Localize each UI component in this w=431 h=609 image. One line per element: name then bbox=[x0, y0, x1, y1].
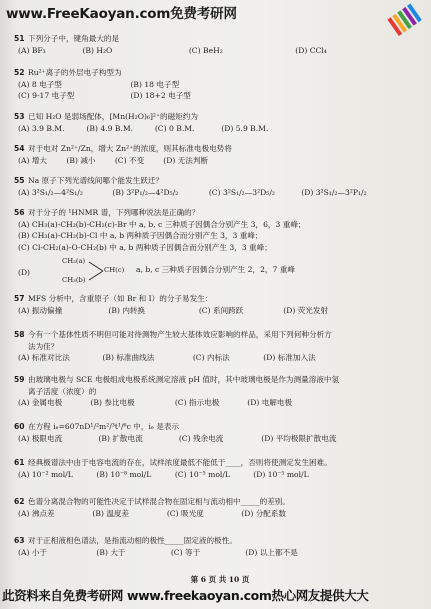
option-c[interactable]: (C) 不变 bbox=[114, 155, 145, 165]
question-text: Na 原子下列光谱线间哪个能发生跃迁？ bbox=[28, 176, 164, 185]
option-b[interactable]: (B) 减小 bbox=[66, 155, 96, 165]
option-c[interactable]: (C) 内标法 bbox=[192, 353, 230, 362]
option-a[interactable]: (A) 增大 bbox=[18, 155, 48, 165]
question-text: 对于正相液相色谱法，是指流动相的极性_____固定液的极性。 bbox=[28, 536, 237, 545]
question-text: 由玻璃电极与 SCE 电极组成电极系统测定溶液 pH 值时，其中玻璃电极是作为测量溶液中氢 bbox=[28, 375, 340, 384]
question-62 bbox=[14, 497, 290, 520]
option-d[interactable]: (D) 荧光发射 bbox=[283, 305, 329, 315]
option-d[interactable]: (D) 3²S₁/₂—3²P₁/₂ bbox=[301, 187, 367, 197]
option-d[interactable]: (D) 平均极限扩散电流 bbox=[261, 433, 337, 443]
option-a[interactable]: (A) 金属电极 bbox=[18, 398, 63, 407]
option-d-text: a, b, c 三种质子因偶合分别产生 2，2，7 重峰 bbox=[136, 265, 295, 274]
option-b[interactable]: (B) 标准曲线法 bbox=[102, 353, 155, 362]
question-55 bbox=[14, 176, 367, 199]
option-a[interactable]: (A) 振动偏撞 bbox=[18, 305, 63, 315]
question-text: 对于分子的 ¹HNMR 谱，下列哪种说法是正确的？ bbox=[28, 208, 200, 217]
option-a[interactable]: (A) 沸点差 bbox=[18, 508, 55, 518]
question-text: 经典极谱法中由于电容电流的存在，试样浓度最低不能低于____，否则将使测定发生困难。 bbox=[28, 458, 332, 467]
question-text: 在方程 iₑ=607nD¹/²m²/³t¹/⁶c 中，iₑ 是表示 bbox=[28, 422, 180, 431]
question-63 bbox=[14, 536, 298, 559]
question-58 bbox=[14, 330, 332, 365]
option-a[interactable]: (A) 小于 bbox=[18, 547, 48, 557]
option-b[interactable]: (B) 18 电子型 bbox=[130, 79, 180, 89]
option-c[interactable]: (C) 系间跨跃 bbox=[198, 305, 244, 315]
question-number: 57 bbox=[14, 294, 25, 303]
question-54 bbox=[14, 144, 232, 167]
option-d[interactable]: (D) 标准加入法 bbox=[263, 353, 316, 362]
question-text-cont: 离子活度（浓度）的 bbox=[28, 386, 97, 396]
question-number: 54 bbox=[14, 144, 25, 153]
option-c[interactable]: (C) BeH₂ bbox=[188, 45, 223, 55]
struct-right-label: CH(c) bbox=[104, 266, 125, 274]
option-c[interactable]: (C) 吸光度 bbox=[166, 508, 204, 518]
option-b[interactable]: (B) CH₃(a)-CH₂(b)-Cl 中 a, b 两种质子因偶合而分别产生 3，3 重峰； bbox=[18, 231, 263, 240]
option-d[interactable]: (D) 10⁻⁵ mol/L bbox=[253, 469, 309, 479]
question-number: 55 bbox=[14, 176, 25, 185]
question-number: 59 bbox=[14, 375, 25, 384]
option-b[interactable]: (B) 参比电极 bbox=[90, 398, 135, 407]
option-a[interactable]: (A) 极限电流 bbox=[18, 433, 63, 443]
option-b[interactable]: (B) 扩散电流 bbox=[98, 433, 143, 443]
question-60 bbox=[14, 422, 336, 445]
option-d[interactable]: (D) 分配系数 bbox=[241, 508, 287, 518]
question-57 bbox=[14, 294, 328, 317]
option-d[interactable]: (D) CCl₄ bbox=[295, 45, 327, 55]
option-a[interactable]: (A) 标准对比法 bbox=[18, 353, 70, 362]
option-c[interactable]: (C) Cl-CH₂(a)-O-CH₂(b) 中 a, b 两种质子因偶合而分别产生 3，3 重峰； bbox=[18, 242, 272, 252]
question-text-cont: 法为佳？ bbox=[28, 341, 59, 351]
question-text: 对于电对 Zn²⁺/Zn，增大 Zn²⁺的浓度，则其标准电极电势将 bbox=[28, 144, 232, 153]
question-61 bbox=[14, 458, 332, 481]
option-d[interactable]: (D) 5.9 B.M. bbox=[221, 123, 269, 133]
option-c[interactable]: (C) 指示电极 bbox=[174, 398, 220, 407]
question-51 bbox=[14, 34, 327, 57]
option-c[interactable]: (C) 3²S₁/₂—3²D₅/₂ bbox=[208, 187, 275, 197]
watermark-header: www.FreeKaoyan.com免费考研网 bbox=[6, 6, 237, 22]
question-number: 52 bbox=[14, 68, 25, 77]
option-b[interactable]: (B) 10⁻⁸ mol/L bbox=[96, 469, 152, 479]
question-number: 61 bbox=[14, 458, 25, 467]
option-a[interactable]: (A) 8 电子型 bbox=[18, 79, 62, 89]
struct-top-label: CH₃(a) bbox=[62, 257, 86, 265]
question-number: 51 bbox=[14, 34, 25, 43]
option-b[interactable]: (B) 4.9 B.M. bbox=[86, 123, 134, 133]
question-text: 下列分子中，键角最大的是 bbox=[28, 34, 120, 43]
question-number: 56 bbox=[14, 208, 25, 217]
option-d-label: (D) bbox=[18, 268, 31, 277]
option-b[interactable]: (B) H₂O bbox=[82, 45, 113, 55]
question-text: Ru²⁺离子的外层电子构型为 bbox=[28, 68, 122, 77]
question-52 bbox=[14, 68, 191, 103]
option-a[interactable]: (A) CH₃(a)-CH₂(b)-CH₂(c)-Br 中 a, b, c 三种质子因偶合分别产生 3，6，3 重峰； bbox=[18, 219, 306, 229]
option-b[interactable]: (B) 3²P₁/₂—4²D₅/₂ bbox=[112, 187, 179, 197]
option-a[interactable]: (A) 3.9 B.M. bbox=[18, 123, 65, 133]
question-number: 63 bbox=[14, 536, 25, 545]
option-d[interactable]: (D) 无法判断 bbox=[163, 155, 209, 165]
question-text: 已知 H₂O 是弱场配体，[Mn(H₂O)₆]²⁺的磁矩约为 bbox=[28, 112, 198, 121]
footer-watermark-banner: 此资料来自免费考研网 www.freekaoyan.com热心网友提供大大 bbox=[2, 588, 369, 603]
struct-bottom-label: CH₃(b) bbox=[62, 276, 86, 284]
option-a[interactable]: (A) BF₃ bbox=[18, 45, 46, 55]
option-c[interactable]: (C) 0 B.M. bbox=[154, 123, 195, 133]
option-c[interactable]: (C) 等于 bbox=[170, 547, 201, 557]
option-c[interactable]: (C) 10⁻⁵ mol/L bbox=[174, 469, 230, 479]
option-a[interactable]: (A) 3²S₁/₂—4²S₁/₂ bbox=[18, 187, 83, 197]
option-b[interactable]: (B) 温度差 bbox=[92, 508, 130, 518]
option-d[interactable]: (D) 18+2 电子型 bbox=[130, 91, 191, 100]
question-text: 今有一个基体性质不明但可能对待测物产生较大基体效应影响的样品，采用下列何种分析方 bbox=[28, 330, 332, 339]
option-b[interactable]: (B) 大于 bbox=[96, 547, 126, 557]
question-number: 58 bbox=[14, 330, 25, 339]
question-number: 60 bbox=[14, 422, 25, 431]
question-text: MFS 分析中，含重原子（如 Br 和 I）的分子易发生： bbox=[28, 294, 213, 303]
question-text: 色谱分离混合物的可能性决定于试样混合物在固定相与流动相中_____的差别。 bbox=[28, 497, 290, 506]
option-c[interactable]: (C) 9-17 电子型 bbox=[18, 91, 75, 100]
question-53 bbox=[14, 112, 268, 135]
question-59 bbox=[14, 375, 339, 410]
page-number: 第 6 页 共 10 页 bbox=[190, 575, 250, 584]
option-c[interactable]: (C) 残余电流 bbox=[178, 433, 224, 443]
question-56 bbox=[14, 208, 306, 254]
question-number: 62 bbox=[14, 497, 25, 506]
option-d[interactable]: (D) 电解电极 bbox=[247, 398, 293, 407]
option-b[interactable]: (B) 内转换 bbox=[108, 305, 146, 315]
question-number: 53 bbox=[14, 112, 25, 121]
option-d[interactable]: (D) 以上都不是 bbox=[245, 547, 298, 557]
option-a[interactable]: (A) 10⁻² mol/L bbox=[18, 469, 73, 479]
option-d[interactable] bbox=[18, 268, 30, 278]
